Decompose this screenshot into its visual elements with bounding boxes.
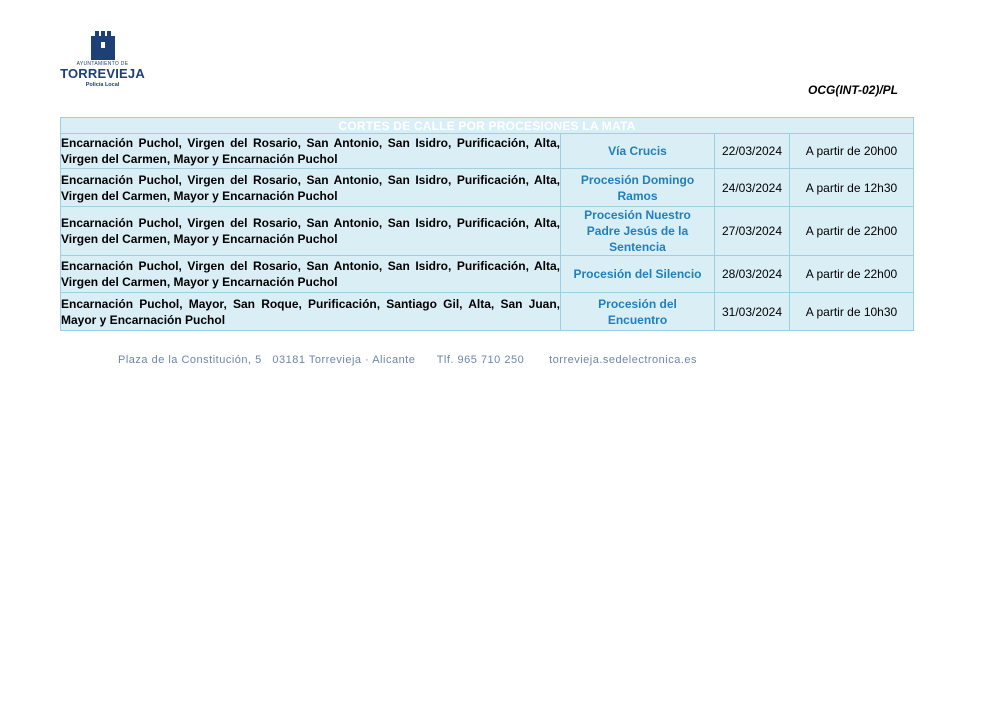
logo-name: TORREVIEJA (60, 66, 145, 81)
table-row (61, 293, 914, 331)
document-code: OCG(INT-02)/PL (808, 83, 899, 97)
time-cell: A partir de 22h00 (790, 207, 914, 256)
table-row (61, 134, 914, 169)
event-cell: Procesión Nuestro Padre Jesús de la Sentencia (561, 207, 715, 256)
event-cell: Vía Crucis (561, 134, 715, 169)
event-cell: Procesión Domingo Ramos (561, 169, 715, 207)
event-cell: Procesión del Encuentro (561, 293, 715, 331)
streets-cell: Encarnación Puchol, Mayor, San Roque, Purificación, Santiago Gil, Alta, San Juan, Mayor y Encarnación Puchol (61, 293, 561, 331)
streets-cell: Encarnación Puchol, Virgen del Rosario, San Antonio, San Isidro, Purificación, Alta, Virgen del Carmen, Mayor y Encarnación Puchol (61, 134, 561, 169)
table-row (61, 256, 914, 293)
footer-web: torrevieja.sedelectronica.es (549, 354, 698, 366)
streets-cell: Encarnación Puchol, Virgen del Rosario, San Antonio, San Isidro, Purificación, Alta, Virgen del Carmen, Mayor y Encarnación Puchol (61, 207, 561, 256)
date-cell: 28/03/2024 (715, 256, 790, 293)
tower-emblem-icon (88, 28, 118, 60)
footer-phone: Tlf. 965 710 250 (436, 354, 525, 366)
date-cell: 27/03/2024 (715, 207, 790, 256)
table-title: CORTES DE CALLE POR PROCESIONES LA MATA (61, 118, 914, 134)
footer-contact (118, 354, 697, 366)
table-header-row (61, 118, 914, 134)
municipality-logo (55, 28, 150, 98)
street-closures-table (60, 117, 914, 331)
date-cell: 24/03/2024 (715, 169, 790, 207)
date-cell: 31/03/2024 (715, 293, 790, 331)
logo-top-text: AYUNTAMIENTO DE (76, 61, 129, 67)
footer-postal: 03181 Torrevieja · Alicante (272, 354, 416, 366)
table-row (61, 207, 914, 256)
event-cell: Procesión del Silencio (561, 256, 715, 293)
time-cell: A partir de 22h00 (790, 256, 914, 293)
time-cell: A partir de 12h30 (790, 169, 914, 207)
time-cell: A partir de 20h00 (790, 134, 914, 169)
table-row (61, 169, 914, 207)
streets-cell: Encarnación Puchol, Virgen del Rosario, San Antonio, San Isidro, Purificación, Alta, Virgen del Carmen, Mayor y Encarnación Puchol (61, 169, 561, 207)
date-cell: 22/03/2024 (715, 134, 790, 169)
time-cell: A partir de 10h30 (790, 293, 914, 331)
streets-cell: Encarnación Puchol, Virgen del Rosario, San Antonio, San Isidro, Purificación, Alta, Virgen del Carmen, Mayor y Encarnación Puchol (61, 256, 561, 293)
footer-address: Plaza de la Constitución, 5 (118, 354, 262, 366)
logo-subtitle: Policía Local (85, 82, 120, 88)
